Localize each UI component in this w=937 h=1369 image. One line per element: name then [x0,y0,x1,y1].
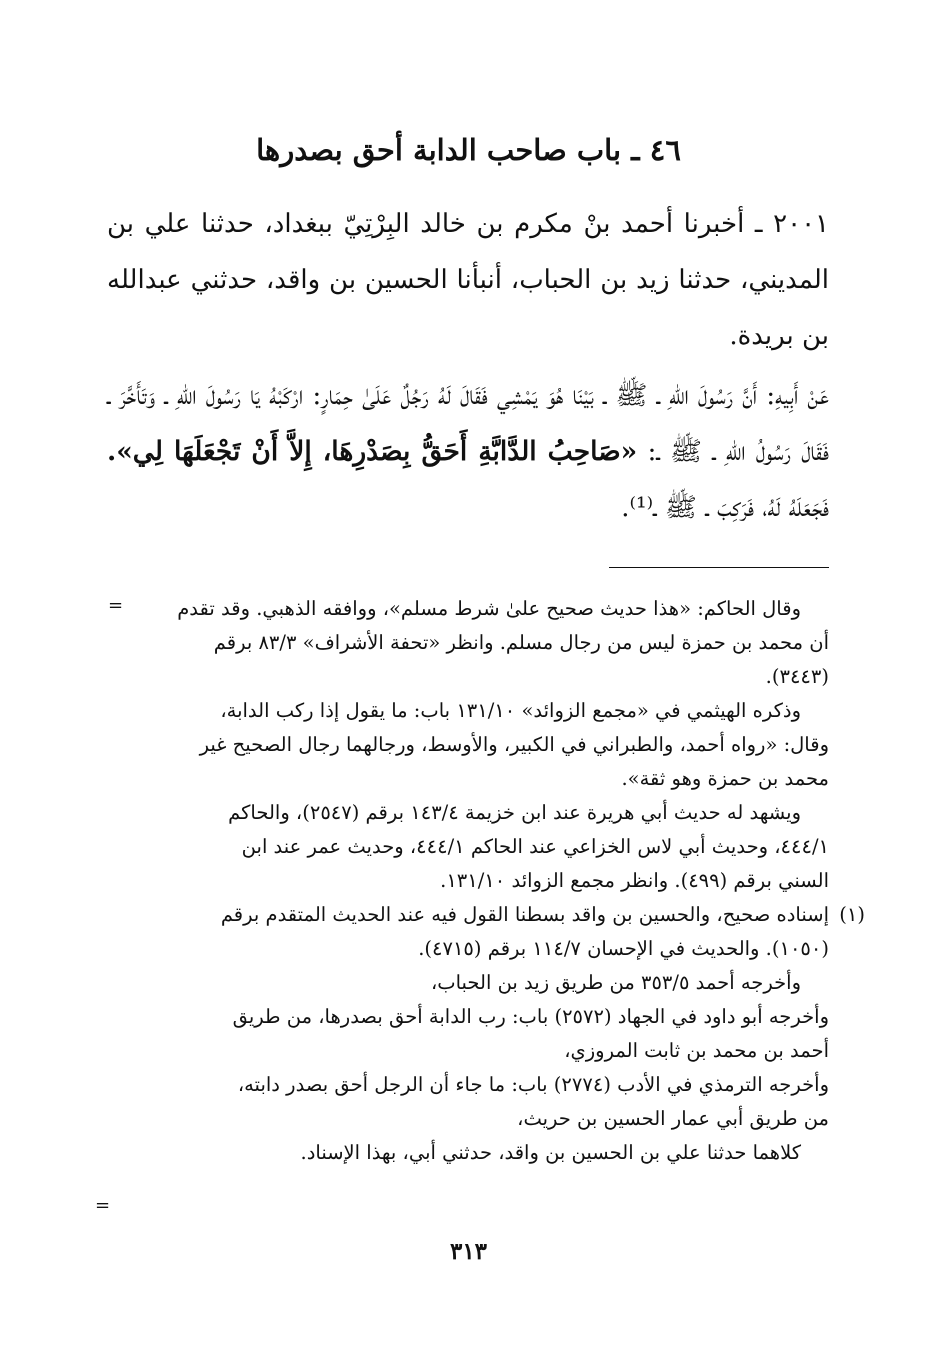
footnote-line: وذكره الهيثمي في «مجمع الزوائد» ١٣١/١٠ باب: ما يقول إذا ركب الدابة، [220,699,801,722]
footnote-line: وأخرجه الترمذي في الأدب (٢٧٧٤) باب: ما جاء أن الرجل أحق بصدر دابته، [237,1073,829,1096]
footnote-line: السني برقم (٤٩٩). وانظر مجمع الزوائد ١٣١/١٠. [440,869,829,892]
footnote-line: وأخرجه أبو داود في الجهاد (٢٥٧٢) باب: رب الدابة أحق بصدرها، من طريق [232,1005,829,1028]
matn-ending: فَجَعَلَهُ لَهُ، فَرَكِبَ ـ ﷺ ـ⁽¹⁾. [621,492,829,523]
footnote-line: وأخرجه أحمد ٣٥٣/٥ من طريق زيد بن الحباب، [430,971,801,994]
footnote-line: أحمد بن محمد بن ثابت المروزي، [564,1039,829,1062]
footnote-number: (١) [839,903,865,926]
footnote-line: (٣٤٤٣). [765,665,829,688]
footnote-line: من طريق أبي عمار الحسين بن حريث، [517,1107,829,1130]
footnote-line: كلاهما حدثنا علي بن الحسين بن واقد، حدثني أبي، بهذا الإسناد. [300,1141,801,1164]
footnote-separator [609,567,829,568]
footnote-line: (١٠٥٠). والحديث في الإحسان ١١٤/٧ برقم (٤٧١٥). [418,937,829,960]
hadith-matn [107,368,829,536]
footnote-line: وقال الحاكم: «هذا حديث صحيح علىٰ شرط مسلم»، ووافقه الذهبي. وقد تقدم [177,597,801,620]
footnote-1-line [109,898,865,932]
continuation-mark-bottom: = [95,1195,111,1216]
hadith-isnad: ٢٠٠١ ـ أخبرنا أحمد بنْ مكرم بن خالد البِرْتِيّ ببغداد، حدثنا علي بن المديني، حدثنا زيد بن الحباب، أنبأنا الحسين بن واقد، حدثني عبدالله بن بريدة. [107,209,829,351]
footnote-line: ويشهد له حديث أبي هريرة عند ابن خزيمة ١٤٣/٤ برقم (٢٥٤٧)، والحاكم [228,801,801,824]
matn-saying: «صَاحِبُ الدَّابَّةِ أَحَقُّ بِصَدْرِهَا، إِلاَّ أَنْ تَجْعَلَهَا لِي». [107,436,638,467]
continuation-mark-top: = [108,595,124,616]
footnote-line: أن محمد بن حمزة ليس من رجال مسلم. وانظر «تحفة الأشراف» ٨٣/٣ برقم [213,631,829,654]
page-number: ٣١٣ [449,1238,488,1265]
matn-intro: عَنْ أَبِيهِ: أَنَّ رَسُولَ اللهِ ـ ﷺ ـ بَيْنَا هُوَ يَمْشِي فَقَالَ لَهُ رَجُلٌ عَلَىٰ حِمَارٍ: ارْكَبْهُ يَا رَسُولَ اللهِ ـ وَتَأَخَّرَ ـ فَقَالَ رَسُولُ اللهِ ـ ﷺ ـ: [107,380,829,467]
footnote-line: محمد بن حمزة وهو ثقة». [621,767,829,790]
chapter-heading: ٤٦ ـ باب صاحب الدابة أحق بصدرها [256,133,681,167]
footnote-line: وقال: «رواه أحمد، والطبراني في الكبير، والأوسط، ورجالهما رجال الصحيح غير [199,733,829,756]
footnote-line: ٤٤٤/١، وحديث أبي لاس الخزاعي عند الحاكم ٤٤٤/١، وحديث عمر عند ابن [241,835,829,858]
footnotes [109,592,865,1170]
footnote-1-text: إسناده صحيح، والحسين بن واقد بسطنا القول فيه عند الحديث المتقدم برقم [220,903,829,926]
